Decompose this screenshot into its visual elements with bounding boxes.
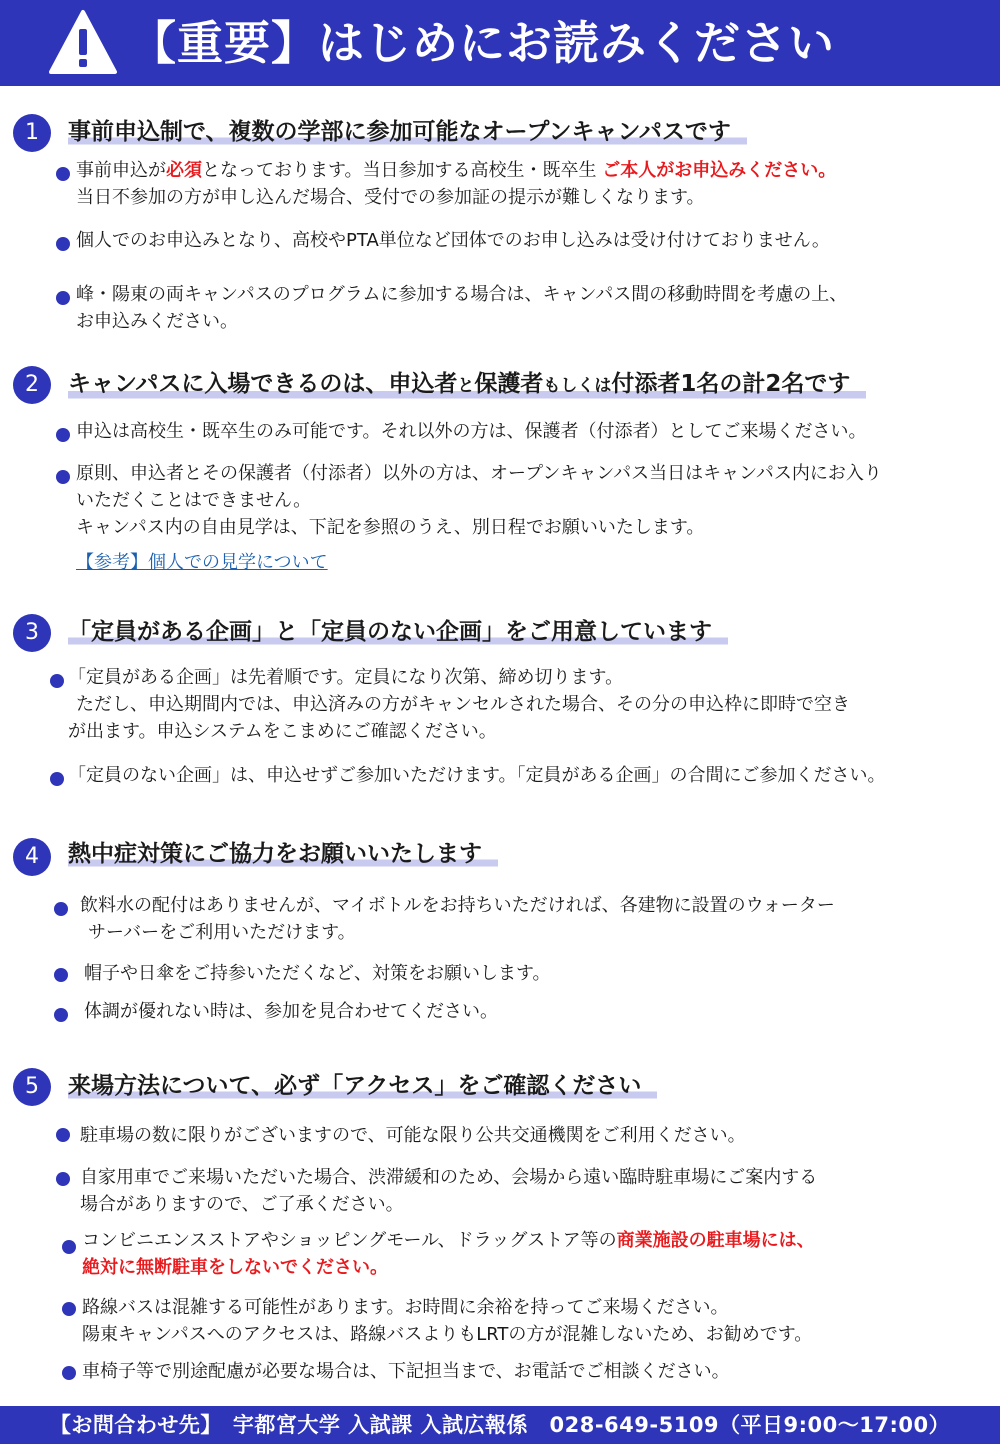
list-item: コンビニエンスストアやショッピングモール、ドラッグストア等の商業施設の駐車場には、 絶対に無断駐車をしないでください。: [82, 1230, 815, 1278]
list-item: 路線バスは混雑する可能性があります。お時間に余裕を持ってご来場ください。 陽東キャンパスへのアクセスは、路線バスよりもLRTの方が混雑しないため、お勧めです。: [82, 1297, 813, 1345]
list-item: 峰・陽東の両キャンパスのプログラムに参加する場合は、キャンパス間の移動時間を考慮の上、 お申込みください。: [76, 284, 848, 332]
section-title: 事前申込制で、複数の学部に参加可能なオープンキャンパスです: [68, 117, 747, 147]
section-title: 熱中症対策にご協力をお願いいたします: [68, 839, 498, 869]
section-number: 3: [13, 614, 51, 652]
bullet-icon: [54, 902, 68, 916]
section-title: 来場方法について、必ず「アクセス」をご確認ください: [68, 1071, 657, 1101]
list-item: 車椅子等で別途配慮が必要な場合は、下記担当まで、お電話でご相談ください。: [82, 1361, 730, 1382]
list-item: 飲料水の配付はありませんが、マイボトルをお持ちいただければ、各建物に設置のウォーター サーバーをご利用いただけます。: [80, 895, 835, 943]
section-number: 4: [13, 838, 51, 876]
bullet-icon: [54, 1008, 68, 1022]
list-item: 「定員がある企画」は先着順です。定員になり次第、締め切ります。 ただし、申込期間内では、申込済みの方がキャンセルされた場合、その分の申込枠に即時で空き が出ます。申込システムをこまめにご確認ください。: [68, 667, 850, 742]
section-number: 2: [13, 366, 51, 404]
bullet-icon: [62, 1302, 76, 1316]
bullet-icon: [56, 1172, 70, 1186]
section-title: 「定員がある企画」と「定員のない企画」をご用意しています: [68, 617, 728, 647]
bullet-icon: [56, 428, 70, 442]
bullet-icon: [62, 1366, 76, 1380]
list-item: 個人でのお申込みとなり、高校やPTA単位など団体でのお申し込みは受け付けておりません。: [76, 230, 830, 251]
list-item: 帽子や日傘をご持参いただくなど、対策をお願いします。: [84, 963, 551, 984]
section-number: 1: [13, 114, 51, 152]
page-header: [0, 0, 1000, 86]
contact-footer: 【お問合わせ先】 宇都宮大学 入試課 入試広報係 028-649-5109（平日9:00〜17:00）: [0, 1406, 1000, 1444]
list-item: 事前申込が必須となっております。当日参加する高校生・既卒生 ご本人がお申込みください。 当日不参加の方が申し込んだ場合、受付での参加証の提示が難しくなります。: [76, 160, 837, 208]
bullet-icon: [50, 674, 64, 688]
bullet-icon: [56, 167, 70, 181]
reference-link[interactable]: 【参考】個人での見学について: [76, 552, 328, 573]
warning-triangle-icon: [48, 9, 118, 75]
bullet-icon: [56, 470, 70, 484]
list-item: 駐車場の数に限りがございますので、可能な限り公共交通機関をご利用ください。: [80, 1125, 746, 1146]
section-number: 5: [13, 1068, 51, 1106]
list-item: 申込は高校生・既卒生のみ可能です。それ以外の方は、保護者（付添者）としてご来場ください。: [76, 421, 867, 442]
bullet-icon: [54, 968, 68, 982]
bullet-icon: [56, 237, 70, 251]
bullet-icon: [56, 1128, 70, 1142]
list-item: 原則、申込者とその保護者（付添者）以外の方は、オープンキャンパス当日はキャンパス内にお入り いただくことはできません。 キャンパス内の自由見学は、下記を参照のうえ、別日程でお願いいたします。: [76, 463, 882, 538]
bullet-icon: [56, 291, 70, 305]
list-item: 体調が優れない時は、参加を見合わせてください。: [84, 1001, 498, 1022]
bullet-icon: [62, 1240, 76, 1254]
page-title: 【重要】はじめにお読みください: [130, 16, 835, 70]
bullet-icon: [50, 772, 64, 786]
list-item: 自家用車でご来場いただいた場合、渋滞緩和のため、会場から遠い臨時駐車場にご案内する 場合がありますので、ご了承ください。: [80, 1167, 818, 1215]
section-title: キャンパスに入場できるのは、申込者と保護者もしくは付添者1名の計2名です: [68, 369, 866, 401]
list-item: 「定員のない企画」は、申込せずご参加いただけます。「定員がある企画」の合間にご参加ください。: [68, 765, 886, 786]
